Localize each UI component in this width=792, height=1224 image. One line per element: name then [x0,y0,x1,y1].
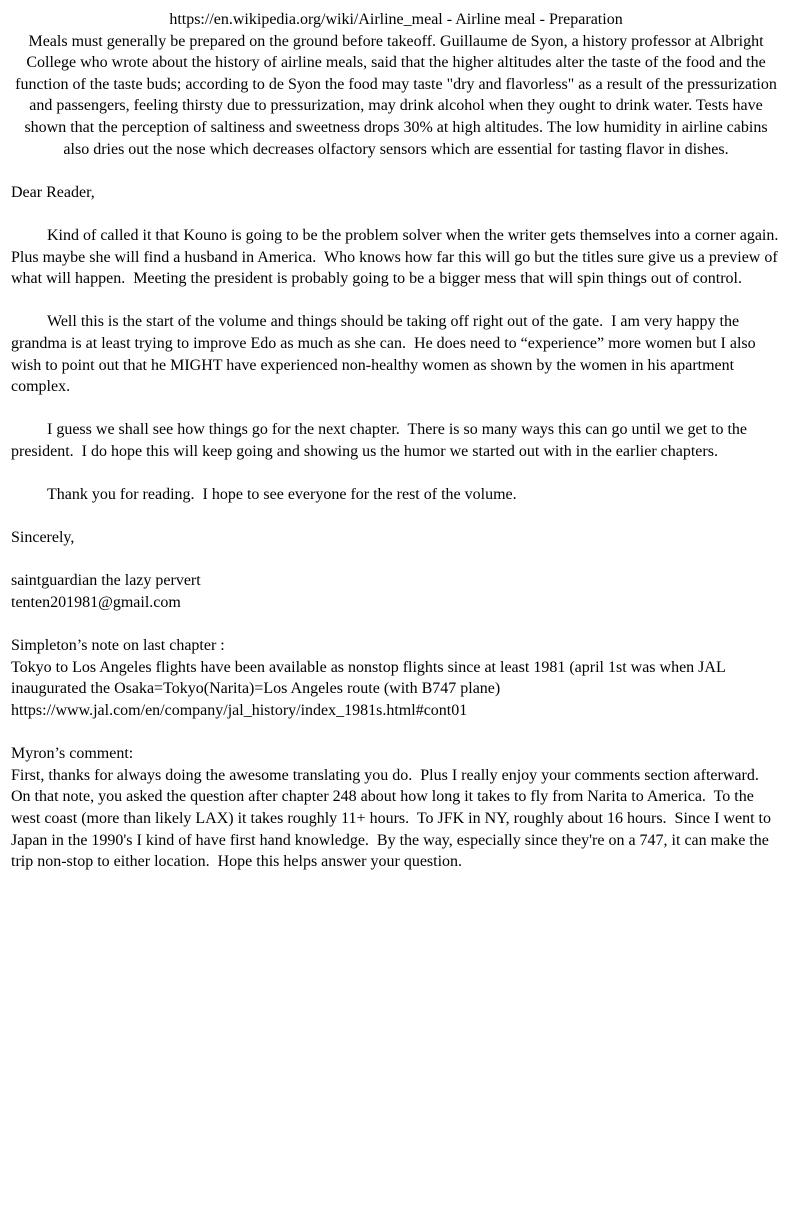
simpleton-note-link: https://www.jal.com/en/company/jal_history/index_1981s.html#cont01 [11,702,468,719]
myron-comment-block [11,743,781,873]
letter-paragraph-3: I guess we shall see how things go for the next chapter. There is so many ways this can go until we get to the president. I do hope this will keep going and showing us the humor we started out with in the earlier chapters. [11,421,751,460]
header-block [11,9,781,160]
myron-comment-body: First, thanks for always doing the awesome translating you do. Plus I really enjoy your comments section afterward. On that note, you asked the question after chapter 248 about how long it takes to fly from Narita to America. To the west coast (more than likely LAX) it takes roughly 11+ hours. To JFK in NY, roughly about 16 hours. Since I went to Japan in the 1990's I kind of have first hand knowledge. By the way, especially since they're on a 747, it can make the trip non-stop to either location. Hope this helps answer your question. [11,766,775,871]
blank-line [11,614,781,636]
blank-line [11,462,781,484]
blank-line [11,160,781,182]
closing: Sincerely, [11,529,75,547]
simpleton-note-block [11,635,781,721]
simpleton-note-body: Tokyo to Los Angeles flights have been available as nonstop flights since at least 1981 (april 1st was when JAL inaugurated the Osaka=Tokyo(Narita)=Los Angeles route (with B747 plane) [11,658,730,698]
letter-paragraph-4: Thank you for reading. I hope to see everyone for the rest of the volume. [47,486,517,504]
blank-line [11,290,781,312]
blank-line [11,722,781,744]
letter-paragraph-2: Well this is the start of the volume and things should be taking off right out of the gate. I am very happy the grandma is at least trying to improve Edo as much as she can. He does need to “experience” more women but I also wish to point out that he MIGHT have experienced non-healthy women as shown by the women in his apartment complex. [11,313,760,396]
blank-line [11,506,781,528]
signature-block [11,570,781,613]
signature-email: tenten201981@gmail.com [11,594,181,612]
blank-line [11,549,781,571]
blank-line [11,398,781,420]
signature-name: saintguardian the lazy pervert [11,572,201,590]
simpleton-note-heading: Simpleton’s note on last chapter : [11,637,225,655]
source-url-line: https://en.wikipedia.org/wiki/Airline_meal - Airline meal - Preparation [169,11,623,28]
wikipedia-excerpt: Meals must generally be prepared on the ground before takeoff. Guillaume de Syon, a history professor at Albright College who wrote about the history of airline meals, said that the higher altitudes alter the taste of the food and the function of the taste buds; according to de Syon the food may taste "dry and flavorless" as a result of the pressurization and passengers, feeling thirsty due to pressurization, may drink alcohol when they ought to drink water. Tests have shown that the perception of saltiness and sweetness drops 30% at high altitudes. The low humidity in airline cabins also dries out the nose which decreases olfactory sensors which are essential for tasting flavor in dishes. [15,32,781,158]
myron-comment-heading: Myron’s comment: [11,745,134,763]
salutation: Dear Reader, [11,183,95,201]
letter-paragraph-1: Kind of called it that Kouno is going to be the problem solver when the writer gets themselves into a corner again. Plus maybe she will find a husband in America. Who knows how far this will go but the titles sure give us a preview of what will happen. Meeting the president is probably going to be a bigger mess that will spin things out of control. [11,226,787,288]
blank-line [11,203,781,225]
